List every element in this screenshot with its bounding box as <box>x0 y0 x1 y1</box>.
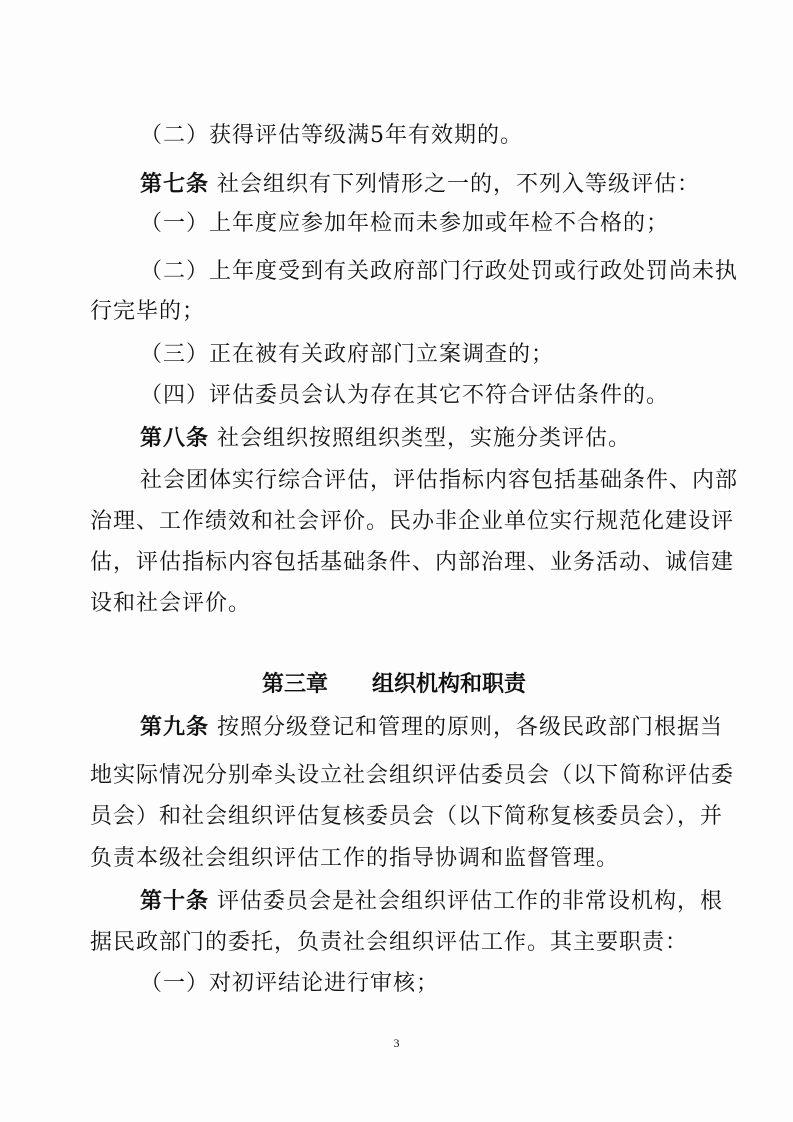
line-text: 估，评估指标内容包括基础条件、内部治理、业务活动、诚信建 <box>90 550 735 575</box>
clause-line <box>140 121 793 151</box>
paragraph-line <box>90 548 793 578</box>
line-text: 地实际情况分别牵头设立社会组织评估委员会（以下简称评估委 <box>90 763 735 788</box>
paragraph-line <box>90 844 793 874</box>
line-text: （一）对初评结论进行审核； <box>140 971 440 996</box>
line-text: 按照分级登记和管理的原则，各级民政部门根据当 <box>209 715 724 740</box>
line-text: 社会团体实行综合评估，评估指标内容包括基础条件、内部 <box>140 468 739 493</box>
clause-line <box>140 209 793 239</box>
line-text: 社会组织按照组织类型，实施分类评估。 <box>209 426 632 451</box>
clause-line <box>140 340 793 370</box>
line-text: 员会）和社会组织评估复核委员会（以下简称复核委员会），并 <box>90 804 724 829</box>
line-text: 社会组织有下列情形之一的，不列入等级评估： <box>209 172 701 197</box>
paragraph-line <box>90 589 793 619</box>
paragraph-line <box>90 761 793 791</box>
line-text: （二）获得评估等级满5年有效期的。 <box>140 123 523 148</box>
chapter-title: 组织机构和职责 <box>372 672 527 697</box>
article-label: 第八条 <box>140 426 210 451</box>
line-text: （三）正在被有关政府部门立案调查的； <box>140 342 555 367</box>
chapter-number: 第三章 <box>262 672 329 697</box>
article-label: 第九条 <box>140 715 210 740</box>
line-text: 负责本级社会组织评估工作的指导协调和监督管理。 <box>90 846 620 871</box>
article-line <box>140 713 793 743</box>
article-label: 第七条 <box>140 172 210 197</box>
line-text: 据民政部门的委托，负责社会组织评估工作。其主要职责： <box>90 930 689 955</box>
line-text: （一）上年度应参加年检而未参加或年检不合格的； <box>140 211 670 236</box>
article-label: 第十条 <box>140 889 210 914</box>
article-line <box>140 424 793 454</box>
article-line <box>140 887 793 917</box>
clause-line <box>140 381 793 411</box>
article-line <box>140 170 793 200</box>
line-text: （四）评估委员会认为存在其它不符合评估条件的。 <box>140 383 670 408</box>
paragraph-line <box>140 466 793 496</box>
paragraph-line <box>90 507 793 537</box>
line-text: 治理、工作绩效和社会评价。民办非企业单位实行规范化建设评 <box>90 509 735 534</box>
clause-line <box>140 969 793 999</box>
paragraph-line <box>90 802 793 832</box>
line-text: 设和社会评价。 <box>90 591 252 616</box>
clause-line-continued <box>90 297 793 327</box>
line-text: 行完毕的； <box>90 299 206 324</box>
paragraph-line <box>90 928 793 958</box>
page-number: 3 <box>393 1036 400 1050</box>
line-text: 评估委员会是社会组织评估工作的非常设机构，根 <box>209 889 724 914</box>
line-text: （二）上年度受到有关政府部门行政处罚或行政处罚尚未执 <box>140 259 739 284</box>
clause-line <box>140 257 793 287</box>
